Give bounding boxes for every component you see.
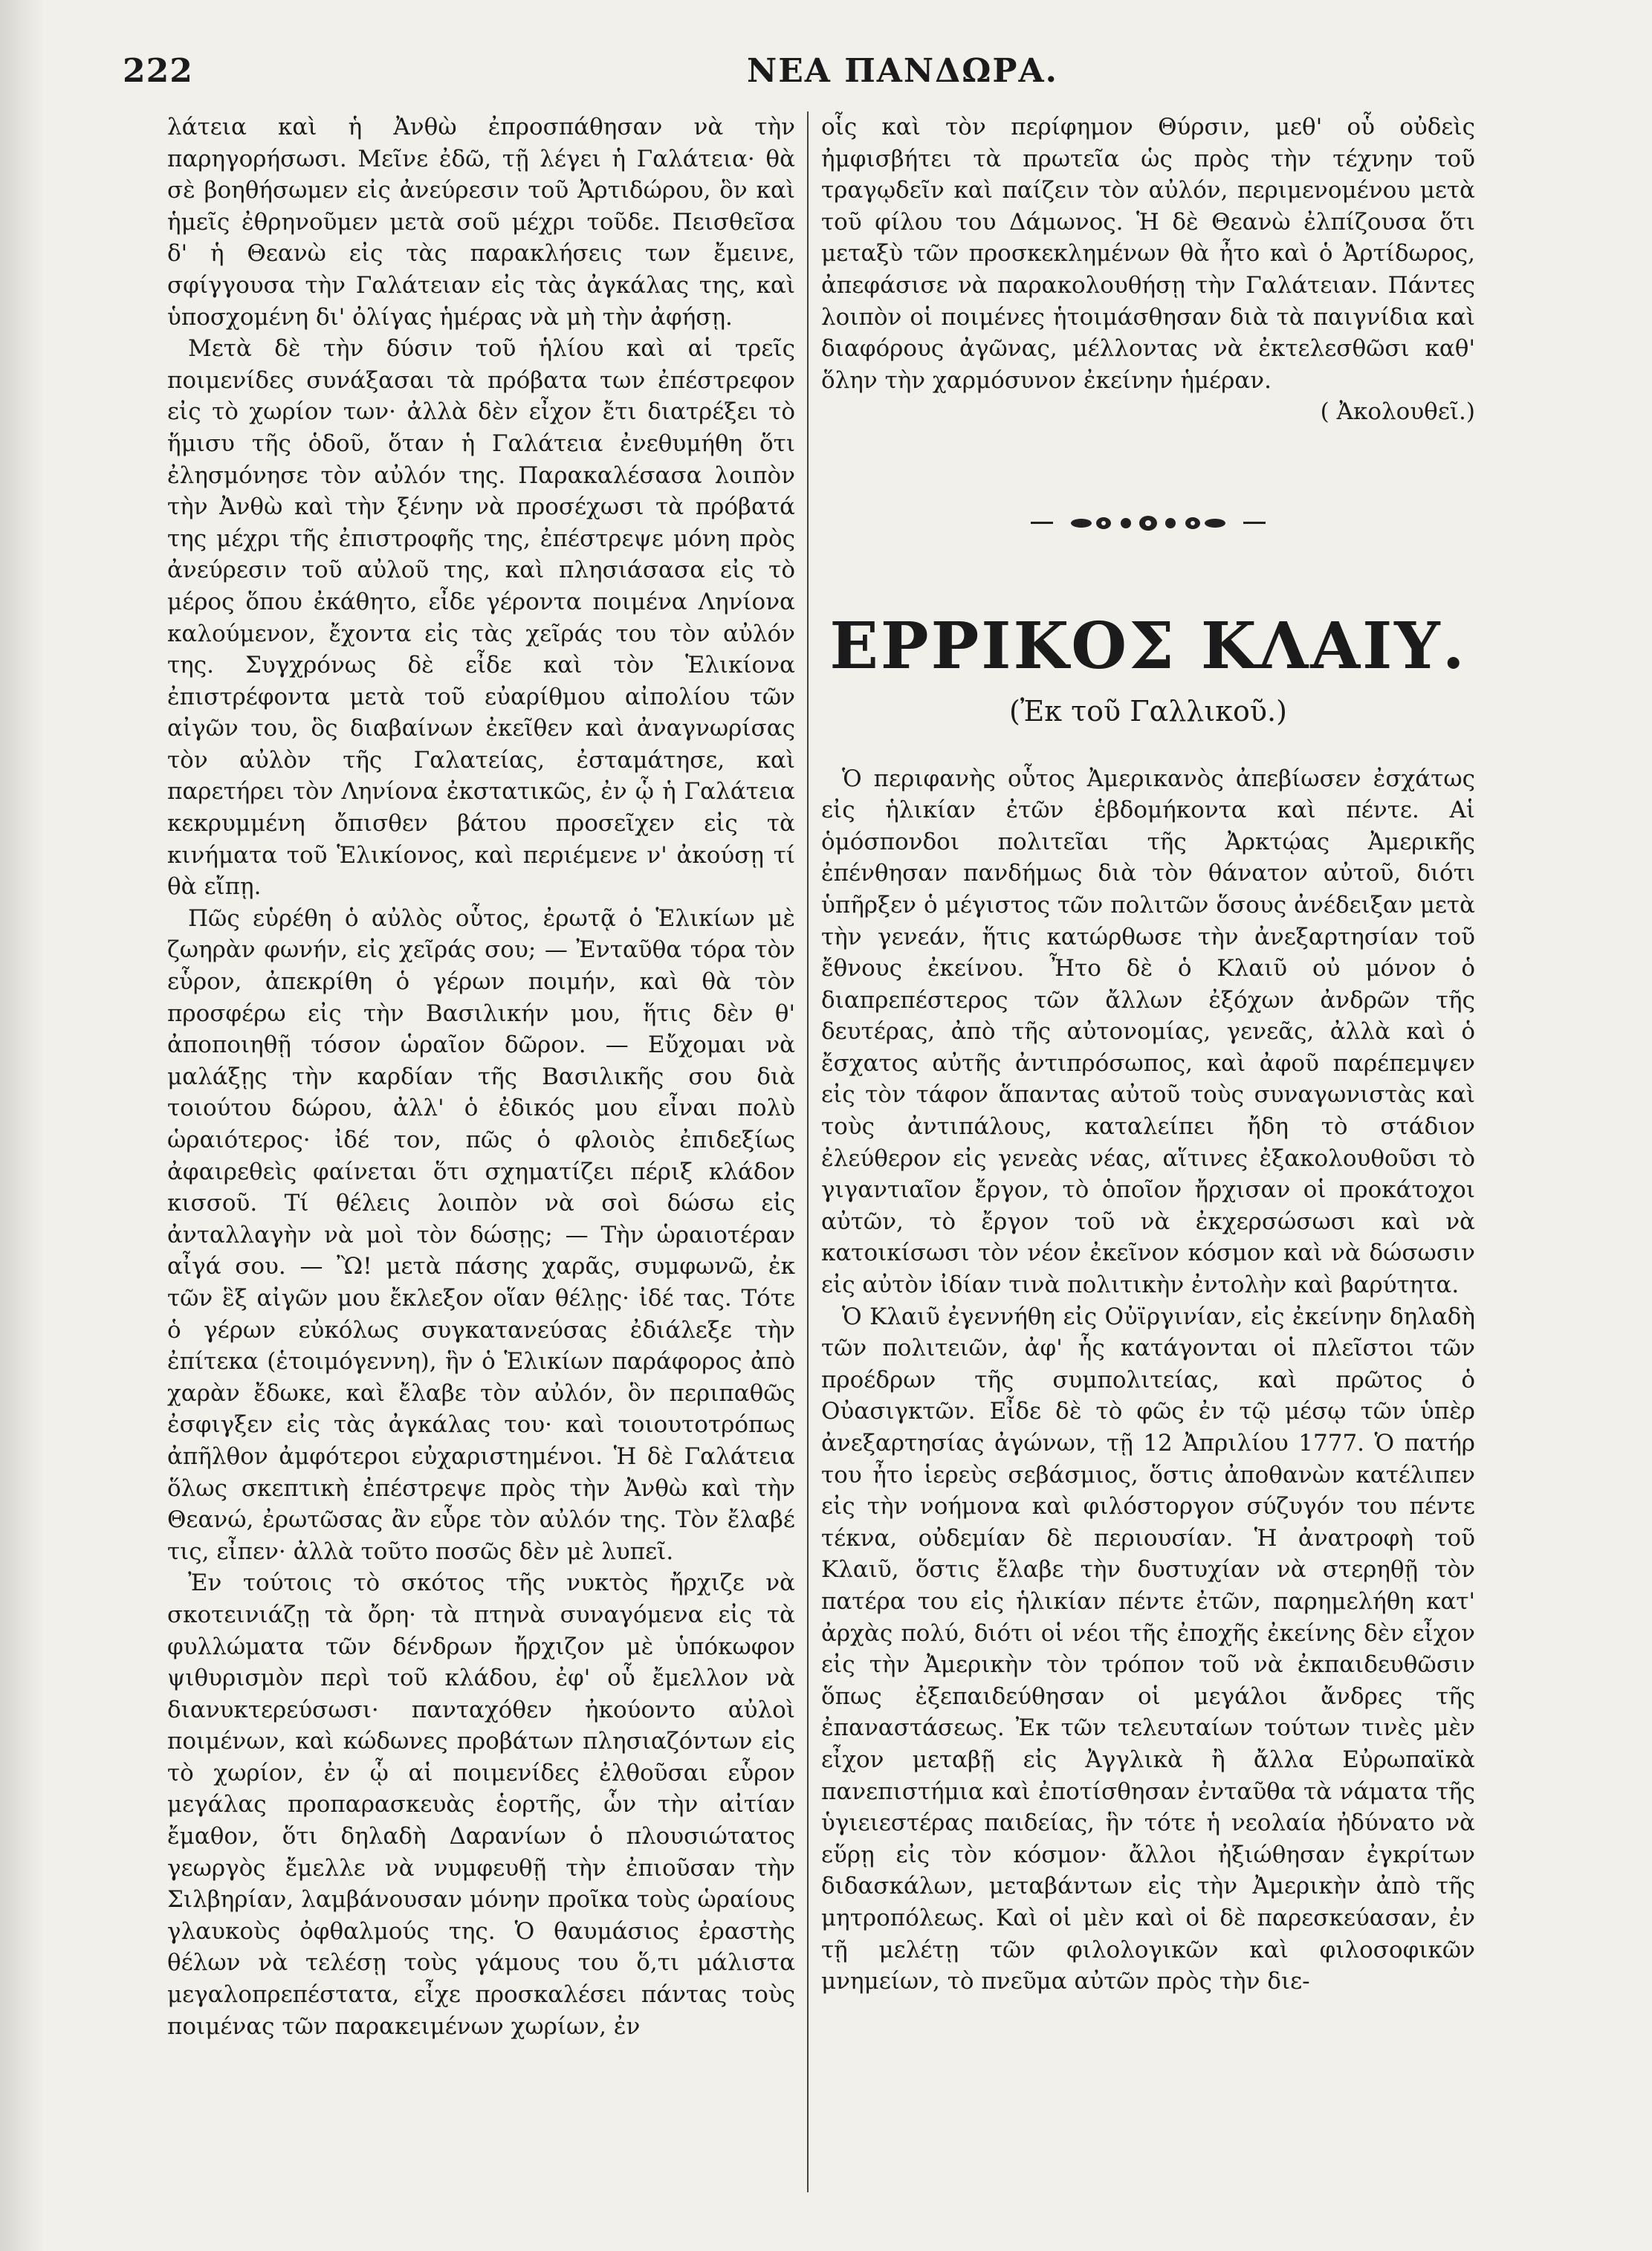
- article-title: ΕΡΡΙΚΟΣ ΚΛΑΙΥ.: [829, 608, 1467, 684]
- right-continuation-paragraph: οἷς καὶ τὸν περίφημον Θύρσιν, μεθ' οὗ οὐδεὶς ἠμφισβήτει τὰ πρωτεῖα ὡς πρὸς τὴν τέχνην τοῦ τραγῳδεῖν καὶ παίζειν τὸν αὐλόν, περιμενομένου μετὰ τοῦ φίλου του Δάμωνος. Ἡ δὲ Θεανὼ ἐλπίζουσα ὅτι μεταξὺ τῶν προσκεκλημένων θὰ ἦτο καὶ ὁ Ἀρτίδωρος, ἀπεφάσισε νὰ παρακολουθήσῃ τὴν Γαλάτειαν. Πάντες λοιπὸν οἱ ποιμένες ἡτοιμάσθησαν διὰ τὰ παιγνίδια καὶ διαφόρους ἀγῶνας, μέλλοντας νὰ ἐκτελεσθῶσι καθ' ὅλην τὴν χαρμόσυνον ἐκείνην ἡμέραν.: [821, 114, 1475, 394]
- left-paragraph-1: λάτεια καὶ ἡ Ἀνθὼ ἐπροσπάθησαν νὰ τὴν παρηγορήσωσι. Μεῖνε ἐδῶ, τῇ λέγει ἡ Γαλάτεια· θὰ σὲ βοηθήσωμεν εἰς ἀνεύρεσιν τοῦ Ἀρτιδώρου, ὃν καὶ ἡμεῖς ἐθρηνοῦμεν μετὰ σοῦ μέχρι τοῦδε. Πεισθεῖσα δ' ἡ Θεανὼ εἰς τὰς παρακλήσεις των ἔμεινε, σφίγγουσα τὴν Γαλάτειαν εἰς τὰς ἀγκάλας της, καὶ ὑποσχομένη δι' ὀλίγας ἡμέρας νὰ μὴ τὴν ἀφήσῃ.: [167, 114, 795, 331]
- page-number: 222: [123, 52, 193, 90]
- column-divider: [807, 111, 809, 2192]
- running-title: ΝΕΑ ΠΑΝΔΩΡΑ.: [747, 52, 1058, 90]
- floral-divider-icon: [821, 508, 1475, 538]
- page-header: [123, 52, 1535, 97]
- continued-note: ( Ἀκολουθεῖ.): [1320, 398, 1475, 426]
- page-gutter-shadow: [0, 0, 45, 2251]
- left-paragraph-3: Πῶς εὑρέθη ὁ αὐλὸς οὗτος, ἐρωτᾷ ὁ Ἑλικίων μὲ ζωηρὰν φωνήν, εἰς χεῖράς σου; — Ἐνταῦθα τόρα τὸν εὗρον, ἀπεκρίθη ὁ γέρων ποιμήν, καὶ θὰ τὸν προσφέρω εἰς τὴν Βασιλικήν μου, ἥτις δὲν θ' ἀποποιηθῇ τόσον ὡραῖον δῶρον. — Εὔχομαι νὰ μαλάξῃς τὴν καρδίαν τῆς Βασιλικῆς σου διὰ τοιούτου δώρου, ἀλλ' ὁ ἐδικός μου εἶναι πολὺ ὡραιότερος· ἰδέ τον, πῶς ὁ φλοιὸς ἐπιδεξίως ἀφαιρεθεὶς φαίνεται ὅτι σχηματίζει πέριξ κλάδον κισσοῦ. Τί θέλεις λοιπὸν νὰ σοὶ δώσω εἰς ἀνταλλαγὴν νὰ μοὶ τὸν δώσῃς; — Τὴν ὡραιοτέραν αἶγά σου. — Ὢ! μετὰ πάσης χαρᾶς, συμφωνῶ, ἐκ τῶν ἓξ αἰγῶν μου ἔκλεξον οἵαν θέλῃς· ἰδέ τας. Τότε ὁ γέρων εὐκόλως συγκατανεύσας ἐδιάλεξε τὴν ἐπίτεκα (ἑτοιμόγεννη), ἣν ὁ Ἑλικίων παράφορος ἀπὸ χαρὰν ἔδωκε, καὶ ἔλαβε τὸν αὐλόν, ὃν περιπαθῶς ἐσφιγξεν εἰς τὰς ἀγκάλας του· καὶ τοιουτοτρόπως ἀπῆλθον ἀμφότεροι εὐχαριστημένοι. Ἡ δὲ Γαλάτεια ὅλως σκεπτικὴ ἐπέστρεψε πρὸς τὴν Ἀνθὼ καὶ τὴν Θεανώ, ἐρωτῶσας ἂν εὗρε τὸν αὐλόν της. Τὸν ἔλαβέ τις, εἶπεν· ἀλλὰ τοῦτο ποσῶς δὲν μὲ λυπεῖ.: [167, 904, 795, 1565]
- article-subtitle: (Ἐκ τοῦ Γαλλικοῦ.): [1009, 694, 1287, 728]
- left-paragraph-2: Μετὰ δὲ τὴν δύσιν τοῦ ἡλίου καὶ αἱ τρεῖς ποιμενίδες συνάξασαι τὰ πρόβατα των ἐπέστρεφον εἰς τὸ χωρίον των· ἀλλὰ δὲν εἶχον ἔτι διατρέξει τὸ ἥμισυ τῆς ὁδοῦ, ὅταν ἡ Γαλάτεια ἐνεθυμήθη ὅτι ἐλησμόνησε τὸν αὐλόν της. Παρακαλέσασα λοιπὸν τὴν Ἀνθὼ καὶ τὴν ξένην νὰ προσέχωσι τὰ πρόβατά της μέχρι τῆς ἐπιστροφῆς της, ἐπέστρεψε μόνη πρὸς ἀνεύρεσιν τοῦ αὐλοῦ της, καὶ πλησιάσασα εἰς τὸ μέρος ὅπου ἐκάθητο, εἶδε γέροντα ποιμένα Ληνίονα καλούμενον, ἔχοντα εἰς τὰς χεῖράς του τὸν αὐλόν της. Συγχρόνως δὲ εἶδε καὶ τὸν Ἑλικίονα ἐπιστρέφοντα μετὰ τοῦ εὐαρίθμου αἰπολίου τῶν αἰγῶν του, ὃς διαβαίνων ἐκεῖθεν καὶ ἀναγνωρίσας τὸν αὐλὸν τῆς Γαλατείας, ἐσταμάτησε, καὶ παρετήρει τὸν Ληνίονα ἐκστατικῶς, ἐν ᾧ ἡ Γαλάτεια κεκρυμμένη ὄπισθεν βάτου προσεῖχεν εἰς τὰ κινήματα τοῦ Ἑλικίονος, καὶ περιέμενε ν' ἀκούσῃ τί θὰ εἴπῃ.: [167, 335, 795, 901]
- right-column: [821, 111, 1475, 1998]
- right-paragraph-1: Ὁ περιφανὴς οὗτος Ἀμερικανὸς ἀπεβίωσεν ἐσχάτως εἰς ἡλικίαν ἐτῶν ἑβδομήκοντα καὶ πέντε. Αἱ ὁμόσπονδοι πολιτεῖαι τῆς Ἀρκτῴας Ἀμερικῆς ἐπένθησαν πανδήμως διὰ τὸν θάνατον αὐτοῦ, διότι ὑπῆρξεν ὁ μέγιστος τῶν πολιτῶν ὅσους ἀνέδειξαν μετὰ τὴν γενεάν, ἥτις κατώρθωσε τὴν ἀνεξαρτησίαν τοῦ ἔθνους ἐκείνου. Ἦτο δὲ ὁ Κλαιῦ οὐ μόνον ὁ διαπρεπέστερος τῶν ἄλλων ἐξόχων ἀνδρῶν τῆς δευτέρας, ἀπὸ τῆς αὐτονομίας, γενεᾶς, ἀλλὰ καὶ ὁ ἔσχατος αὐτῆς ἀντιπρόσωπος, καὶ ἀφοῦ παρέπεμψεν εἰς τὸν τάφον ἅπαντας αὐτοῦ τοὺς συναγωνιστὰς καὶ τοὺς ἀντιπάλους, καταλείπει ἤδη τὸ στάδιον ἐλεύθερον εἰς γενεὰς νέας, αἵτινες ἐξακολουθοῦσι τὸ γιγαντιαῖον ἔργον, τὸ ὁποῖον ἤρχισαν οἱ προκάτοχοι αὐτῶν, τὸ ἔργον τοῦ νὰ ἐκχερσώσωσι καὶ νὰ κατοικίσωσι τὸν νέον ἐκεῖνον κόσμον καὶ νὰ δώσωσιν εἰς αὐτὸν ἰδίαν τινὰ πολιτικὴν ἐντολὴν καὶ βαρύτητα.: [821, 765, 1475, 1299]
- left-column: [167, 111, 795, 2042]
- right-paragraph-2: Ὁ Κλαιῦ ἐγεννήθη εἰς Οὐϊργινίαν, εἰς ἐκείνην δηλαδὴ τῶν πολιτειῶν, ἀφ' ἧς κατάγονται οἱ πλεῖστοι τῶν προέδρων τῆς συμπολιτείας, καὶ πρῶτος ὁ Οὐασιγκτῶν. Εἶδε δὲ τὸ φῶς ἐν τῷ μέσῳ τῶν ὑπὲρ ἀνεξαρτησίας ἀγώνων, τῇ 12 Ἀπριλίου 1777. Ὁ πατήρ του ἦτο ἱερεὺς σεβάσμιος, ὅστις ἀποθανὼν κατέλιπεν εἰς τὴν νοήμονα καὶ φιλόστοργον σύζυγόν του πέντε τέκνα, οὐδεμίαν δὲ περιουσίαν. Ἡ ἀνατροφὴ τοῦ Κλαιῦ, ὅστις ἔλαβε τὴν δυστυχίαν νὰ στερηθῇ τὸν πατέρα του εἰς ἡλικίαν πέντε ἐτῶν, παρημελήθη κατ' ἀρχὰς πολύ, διότι οἱ νέοι τῆς ἐποχῆς ἐκείνης δὲν εἶχον εἰς τὴν Ἀμερικὴν τὸν τρόπον τοῦ νὰ ἐκπαιδευθῶσιν ὅπως ἐξεπαιδεύθησαν οἱ μεγάλοι ἄνδρες τῆς ἐπαναστάσεως. Ἐκ τῶν τελευταίων τούτων τινὲς μὲν εἶχον μεταβῇ εἰς Ἀγγλικὰ ἢ ἄλλα Εὐρωπαϊκὰ πανεπιστήμια καὶ ἐποτίσθησαν ἐνταῦθα τὰ νάματα τῆς ὑγιειεστέρας παιδείας, ἣν τότε ἡ νεολαία ἠδύνατο νὰ εὕρῃ εἰς τὸν κόσμον· ἄλλοι ἠξιώθησαν ἐγκρίτων διδασκάλων, μεταβάντων εἰς τὴν Ἀμερικὴν ἀπὸ τῆς μητροπόλεως. Καὶ οἱ μὲν καὶ οἱ δὲ παρεσκεύασαν, ἐν τῇ μελέτῃ τῶν φιλολογικῶν καὶ φιλοσοφικῶν μνημείων, τὸ πνεῦμα αὐτῶν πρὸς τὴν διε-: [821, 1303, 1475, 1995]
- left-paragraph-4: Ἐν τούτοις τὸ σκότος τῆς νυκτὸς ἤρχιζε νὰ σκοτεινιάζῃ τὰ ὄρη· τὰ πτηνὰ συναγόμενα εἰς τὰ φυλλώματα τῶν δένδρων ἤρχιζον μὲ ὑπόκωφον ψιθυρισμὸν περὶ τοῦ κλάδου, ἐφ' οὗ ἔμελλον νὰ διανυκτερεύσωσι· πανταχόθεν ἠκούοντο αὐλοὶ ποιμένων, καὶ κώδωνες προβάτων πλησιαζόντων εἰς τὸ χωρίον, ἐν ᾧ αἱ ποιμενίδες ἐλθοῦσαι εὗρον μεγάλας προπαρασκευὰς ἑορτῆς, ὧν τὴν αἰτίαν ἔμαθον, ὅτι δηλαδὴ Δαρανίων ὁ πλουσιώτατος γεωργὸς ἔμελλε νὰ νυμφευθῇ τὴν ἐπιοῦσαν τὴν Σιλβηρίαν, λαμβάνουσαν μόνην προῖκα τοὺς ὡραίους γλαυκοὺς ὀφθαλμούς της. Ὁ θαυμάσιος ἐραστὴς θέλων νὰ τελέσῃ τοὺς γάμους του ὅ,τι μάλιστα μεγαλοπρεπέστατα, εἶχε προσκαλέσει πάντας τοὺς ποιμένας τῶν παρακειμένων χωρίων, ἐν: [167, 1570, 795, 2040]
